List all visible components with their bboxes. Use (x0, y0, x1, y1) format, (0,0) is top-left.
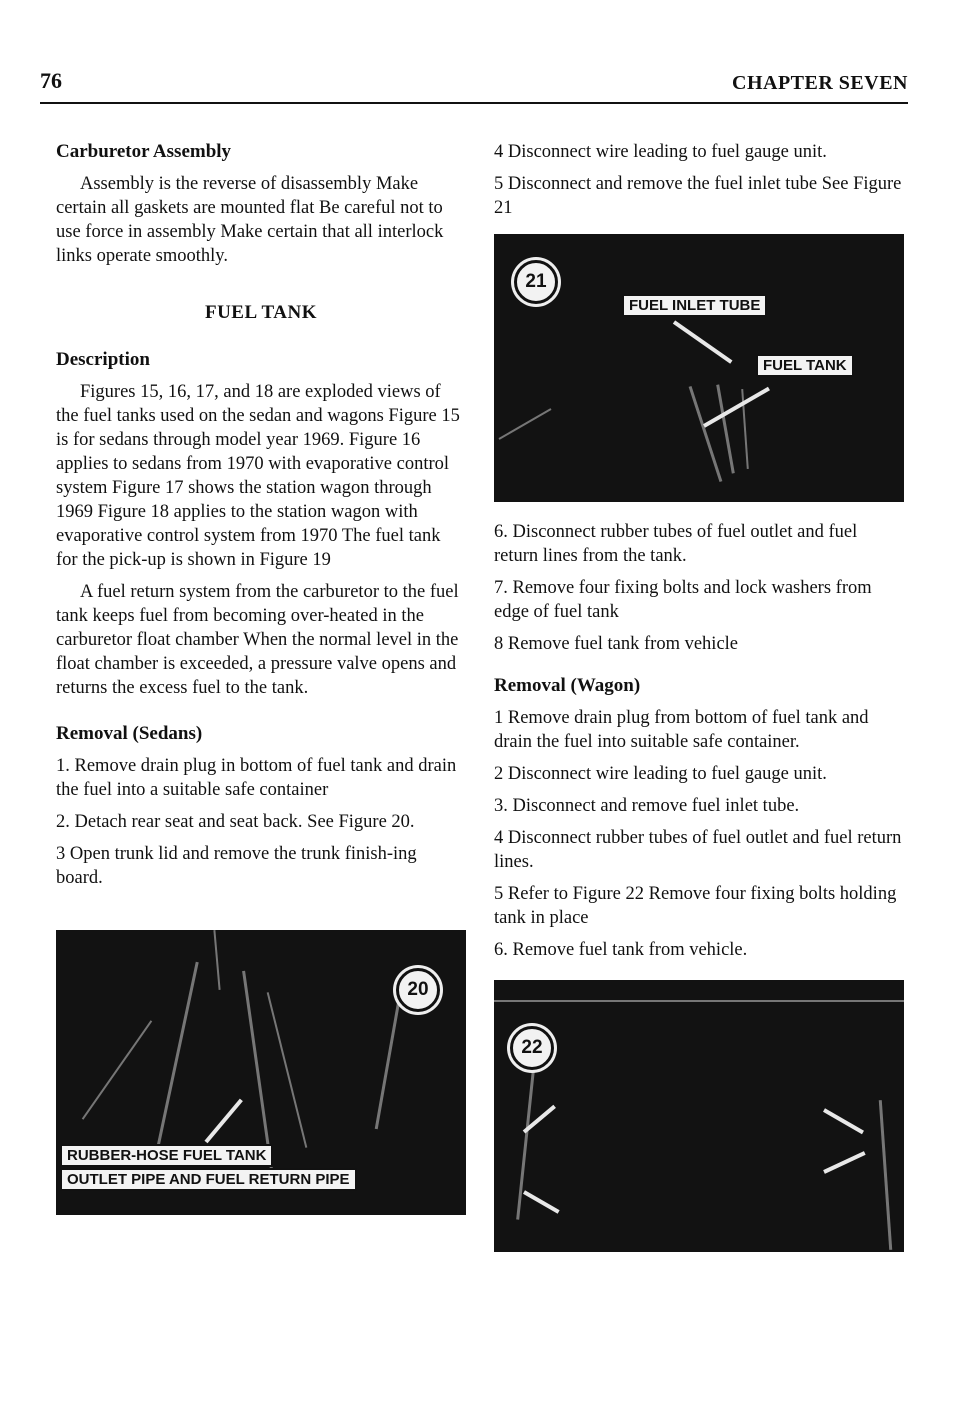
wagon-step-5: 5 Refer to Figure 22 Remove four fixing bolts holding tank in place (494, 884, 897, 928)
header-rule (40, 102, 908, 104)
figure-20-number: 20 (396, 968, 440, 1012)
sedan-step-4: 4 Disconnect wire leading to fuel gauge unit. (494, 142, 827, 162)
figure-20-photo (56, 930, 466, 1215)
description-heading: Description (56, 349, 150, 370)
sedan-step-7: 7. Remove four fixing bolts and lock washers from edge of fuel tank (494, 578, 872, 622)
sedan-step-1: 1. Remove drain plug in bottom of fuel tank and drain the fuel into a suitable safe container (56, 756, 457, 800)
figure-22-arrow-lower-right (823, 1151, 865, 1174)
sedan-step-5: 5 Disconnect and remove the fuel inlet tube See Figure 21 (494, 174, 902, 218)
figure-22-photo (494, 980, 904, 1252)
figure-20-arrow (204, 1099, 242, 1144)
sedan-step-3: 3 Open trunk lid and remove the trunk finish-ing board. (56, 844, 417, 888)
removal-sedans-heading: Removal (Sedans) (56, 723, 203, 744)
figure-21-photo (494, 234, 904, 502)
figure-20-label-bottom: OUTLET PIPE AND FUEL RETURN PIPE (60, 1168, 357, 1191)
sedan-step-8: 8 Remove fuel tank from vehicle (494, 634, 739, 654)
figure-21-arrow-tank (703, 387, 770, 428)
wagon-step-1: 1 Remove drain plug from bottom of fuel tank and drain the fuel into suitable safe container. (494, 708, 869, 752)
figure-22-number: 22 (510, 1026, 554, 1070)
page-number: 76 (40, 68, 62, 93)
fuel-tank-title: FUEL TANK (204, 302, 317, 323)
sedan-step-2: 2. Detach rear seat and seat back. See Figure 20. (56, 812, 415, 832)
chapter-title: CHAPTER SEVEN (732, 72, 908, 94)
carburetor-assembly-heading: Carburetor Assembly (56, 141, 232, 162)
fuel-return-text: A fuel return system from the carburetor to the fuel tank keeps fuel from becoming over-heated in the carburetor float chamber When the normal level in the float chamber is exceeded, a pressure valve opens and returns the excess fuel to the tank. (56, 582, 459, 698)
wagon-step-4: 4 Disconnect rubber tubes of fuel outlet and fuel return lines. (494, 828, 902, 872)
removal-wagon-heading: Removal (Wagon) (494, 675, 641, 696)
wagon-step-2: 2 Disconnect wire leading to fuel gauge unit. (494, 764, 827, 784)
left-column (56, 140, 466, 1215)
figure-21-arrow-inlet (673, 320, 733, 363)
figure-20-label-top: RUBBER-HOSE FUEL TANK (60, 1144, 273, 1167)
sedan-step-6: 6. Disconnect rubber tubes of fuel outlet and fuel return lines from the tank. (494, 522, 858, 566)
wagon-step-3: 3. Disconnect and remove fuel inlet tube. (494, 796, 800, 816)
carburetor-assembly-text: Assembly is the reverse of disassembly Make certain all gaskets are mounted flat Be careful not to use force in assembly Make certain that all interlock links operate smoothly. (56, 174, 444, 266)
description-text: Figures 15, 16, 17, and 18 are exploded views of the fuel tanks used on the sedan and wagons Figure 15 is for sedans through model year 1969. Figure 16 applies to sedans from 1970 with evaporative control system Figure 17 shows the station wagon through 1969 Figure 18 applies to the station wagon with evaporative control system from 1970 The fuel tank for the pick-up is shown in Figure 19 (56, 382, 460, 570)
figure-21-label-tank: FUEL TANK (756, 354, 854, 377)
figure-22-arrow-upper-right (823, 1108, 864, 1134)
figure-22-arrow-lower-left (523, 1190, 560, 1213)
figure-21-number: 21 (514, 260, 558, 304)
wagon-step-6: 6. Remove fuel tank from vehicle. (494, 940, 748, 960)
right-column (494, 140, 904, 1252)
figure-21-label-inlet: FUEL INLET TUBE (622, 294, 767, 317)
page-header (40, 58, 908, 98)
